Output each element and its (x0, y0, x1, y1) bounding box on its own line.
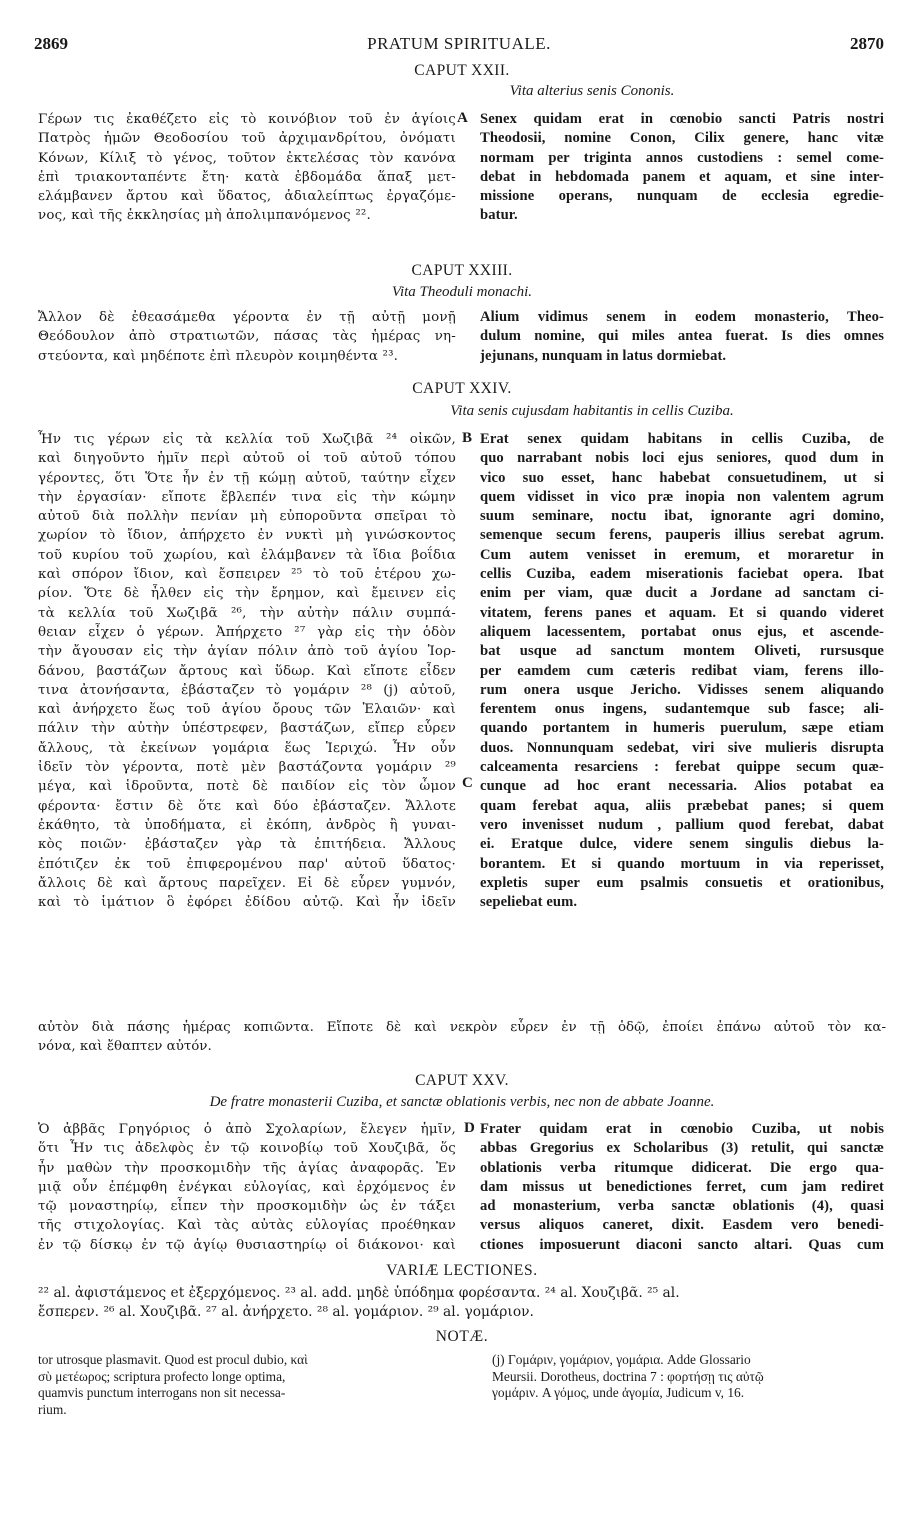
caput-subtitle: Vita Theoduli monachi. (391, 284, 533, 300)
text-line: νόνα, καὶ ἔθαπτεν αὐτόν. (38, 1039, 212, 1055)
text-line: vero invenisset nudum , pallium quod ferebat, dabat (480, 816, 884, 833)
text-line: αὐτοῦ διὰ πολλὴν πενίαν μὴ εὐποροῦντα σπεῖραι τὸ (38, 509, 456, 525)
notes-left-column (38, 1352, 456, 1418)
text-line: στεύοντα, καὶ μηδέποτε ἐπὶ πλευρὸν κοιμηθέντα ²³. (38, 348, 399, 364)
text-line: ad monasterium, verba sanctæ oblationis (4), quasi (480, 1198, 884, 1215)
text-line: δάνου, βαστάζων ἄρτους καὶ ὕδωρ. Καὶ εἴποτε εἶδεν (38, 663, 456, 679)
text-line: missione operans, nunquam de ecclesia egredie- (480, 188, 884, 205)
text-line: versus aliquos caneret, dixit. Easdem vero benedi- (480, 1217, 884, 1234)
text-line: κὸς ποιῶν· ἐβάσταζεν γὰρ τὰ ἐπιτήδεια. Ἄλλους (38, 837, 456, 853)
notae-heading: NOTÆ. (435, 1328, 489, 1345)
margin-marker: C (462, 775, 473, 791)
text-line: τὴν ἄγουσαν εἰς τὴν ἁγίαν πόλιν ἀπὸ τοῦ ἁγίου Ἰορ- (38, 644, 456, 660)
greek-column (38, 308, 456, 366)
variae-lectiones (38, 1284, 888, 1322)
caput-heading: CAPUT XXV. (415, 1072, 509, 1089)
text-line: ἐν τῷ δίσκῳ ἐν τῷ ἁγίῳ θυσιαστηρίῳ οἱ διάκονοι· καὶ (38, 1237, 456, 1253)
text-line: Cum autem venisset in eremum, et moraretur in (480, 546, 884, 563)
running-title: PRATUM SPIRITUALE. (367, 34, 551, 53)
text-line: vico suo esset, hanc habebat consuetudinem, ut si (480, 469, 884, 486)
text-line: bat usque ad sanctum montem Oliveti, rursusque (480, 643, 884, 660)
text-line: cellis Cuziba, eadem miserationis faciebat opera. Ibat (480, 566, 884, 583)
text-line: ἄλλοις δὲ καὶ ἄρτους παρεῖχεν. Εἰ δὲ εὗρεν γυμνόν, (38, 875, 456, 891)
text-line: quando portantem in humeris puerulum, sæpe etiam (480, 720, 884, 737)
text-line: oblationis verba ritumque didicerat. Die ergo qua- (480, 1159, 884, 1176)
text-line: χωρίον τὸ ἴδιον, ἀπήρχετο ἐν νυκτὶ μὴ γινώσκοντος (38, 528, 456, 544)
greek-column (38, 110, 456, 226)
text-line: ἐπότιζεν ἐκ τοῦ ἐπιφερομένου παρ' αὐτοῦ ὕδατος· (38, 856, 456, 872)
text-line: φέροντα· ἔστιν δὲ ὅτε καὶ δύο ἐβάσταζεν. Ἄλλοτε (38, 798, 456, 814)
text-line: ελάμβανεν ἄρτου καὶ ὕδατος, ἀδιαλείπτως ἐργαζόμε- (38, 189, 456, 205)
text-line: καὶ τὸ ἱμάτιον ὃ ἐφόρει ἐδίδου αὐτῷ. Καὶ ἦν ἰδεῖν (38, 895, 456, 911)
text-line: abbas Gregorius ex Scholaribus (3) retulit, qui sanctæ (480, 1140, 884, 1157)
text-line: ἦν μαθὼν τὴν προσκομιδὴν τῆς ἁγίας ἀναφορᾶς. Ἐν (38, 1160, 456, 1176)
text-line: Frater quidam erat in cœnobio Cuziba, ut nobis (480, 1121, 884, 1137)
text-line: Ἦν τις γέρων εἰς τὰ κελλία τοῦ Χωζιβᾶ ²⁴ οἰκῶν, (38, 432, 456, 447)
text-line: Πατρὸς ἡμῶν Θεοδοσίου τοῦ ἀρχιμανδρίτου, ὀνόματι (38, 131, 456, 147)
variae-lectiones-heading: VARIÆ LECTIONES. (386, 1262, 538, 1279)
text-line: borantem. Et si quando mortuum in via reperisset, (480, 855, 884, 872)
text-line: ἰδεῖν τὸν γέροντα, ποτὲ μὲν βαστάζοντα γομάριν ²⁹ (38, 760, 456, 776)
text-line: semenque secum ferens, pauperis illius serebat agrum. (480, 527, 884, 544)
margin-marker: B (462, 430, 473, 446)
text-line: γέροντες, ὅτι Ὅτε ἦν ἐν τῇ κώμῃ αὐτοῦ, ταύτην εἶχεν (38, 470, 456, 486)
text-line: rium. (38, 1401, 67, 1417)
text-line: Κόνων, Κίλιξ τὸ γένος, τοῦτον ἐκτελέσας τὸν κανόνα (38, 150, 456, 166)
text-line: tor utrosque plasmavit. Quod est procul dubio, καὶ (38, 1352, 308, 1367)
text-line: ἐκάθητο, τὰ ὑποδήματα, εἰ ἐκόπη, ἀνδρὸς ἢ γυναι- (38, 817, 456, 833)
margin-marker: A (457, 110, 468, 126)
text-line: Theodosii, nomine Conon, Cilix genere, hanc vitæ (480, 130, 884, 147)
caput-subtitle: Vita senis cujusdam habitantis in cellis Cuziba. (450, 403, 734, 419)
text-line: Meursii. Dorotheus, doctrina 7 : φορτήσῃ τις αὐτῷ (492, 1368, 764, 1384)
margin-marker: D (464, 1120, 475, 1136)
text-line: ἐπὶ τριακονταπέντε ἔτη· κατὰ ἑβδομάδα ἅπαξ μετ- (38, 169, 456, 185)
text-line: suum seminare, noctu ibat, ignorante agri domino, (480, 508, 884, 525)
text-line: batur. (480, 207, 518, 224)
text-line: θειαν εἶχεν ὁ γέρων. Ἀπήρχετο ²⁷ γὰρ εἰς τὴν ὁδὸν (38, 624, 456, 640)
text-line: νος, καὶ τῆς ἐκκλησίας μὴ ἀπολιμπανόμενος ²². (38, 208, 371, 224)
text-line: τινα ἀτονήσαντα, ἐβάσταζεν τὸ γομάριν ²⁸ (j) αὐτοῦ, (38, 682, 456, 698)
text-line: sepeliebat eum. (480, 894, 578, 911)
text-line: Ἄλλον δὲ ἐθεασάμεθα γέροντα ἐν τῇ αὐτῇ μονῇ (38, 310, 456, 325)
text-line: καὶ ἀνήρχετο ἕως τοῦ ἁγίου ὄρους τῶν Ἐλαιῶν· καὶ (38, 702, 456, 718)
text-line: σὺ μετέωρος; scriptura profecto longe optima, (38, 1368, 286, 1384)
page-number-left: 2869 (34, 34, 68, 53)
text-line: τὴν ἐργασίαν· εἴποτε ἔβλεπέν τινα εἰς τὴν κώμην (38, 489, 456, 505)
text-line: αὐτὸν διὰ πάσης ἡμέρας κοπιῶντα. Εἴποτε δὲ καὶ νεκρὸν εὗρεν ἐν τῇ ὁδῷ, ἐποίει ἐπάνω αὐτοῦ τὸν κα- (38, 1020, 886, 1035)
text-line: τὰ κελλία τοῦ Χωζιβᾶ ²⁶, τὴν αὐτὴν πάλιν συμπά- (38, 605, 456, 621)
text-line: Erat senex quidam habitans in cellis Cuziba, de (480, 431, 884, 447)
text-line: vitatem, ferens panes et aquam. Et si quando videret (480, 604, 884, 621)
text-line: quo narrabant nobis loci ejus seniores, quod dum in (480, 450, 884, 467)
text-line: (j) Γομάριν, γομάριον, γομάρια. Adde Glossario (492, 1352, 751, 1367)
text-line: ρίον. Ὅτε δὲ ἦλθεν εἰς τὴν ἔρημον, καὶ ἔμεινεν εἰς (38, 586, 456, 602)
text-line: ἔσπερεν. ²⁶ al. Χουζιβᾶ. ²⁷ al. ἀνήρχετο. ²⁸ al. γομάριον. ²⁹ al. γομάριον. (38, 1304, 534, 1320)
page-number-right: 2870 (850, 34, 884, 53)
text-line: ὅτι Ἦν τις ἀδελφὸς ἐν τῷ κοινοβίῳ τοῦ Χουζιβᾶ, ὅς (38, 1141, 456, 1157)
text-line: dam missus ut benedictiones ferret, cum jam rediret (480, 1178, 884, 1195)
latin-column (480, 430, 884, 912)
text-line: aliquem lacessentem, portabat onus ejus, et ascende- (480, 623, 884, 640)
text-line: Senex quidam erat in cœnobio sancti Patris nostri (480, 111, 884, 127)
text-line: dulum nomine, qui miles antea fuerat. Is dies omnes (480, 328, 884, 345)
text-line: μέγα, καὶ ἱδροῦντα, ποτὲ δὲ παιδίον εἰς τὸν ὦμον (38, 779, 456, 795)
greek-column (38, 1120, 456, 1255)
text-line: Γέρων τις ἐκαθέζετο εἰς τὸ κοινόβιον τοῦ ἐν ἁγίοις (38, 112, 456, 127)
text-line: enim per viam, quæ ducit a Jordane ad sanctam ci- (480, 585, 884, 602)
greek-column (38, 430, 456, 912)
text-line: jejunans, nunquam in latus dormiebat. (480, 347, 727, 364)
text-line: per eamdem cum cæteris redibat viam, ferens illo- (480, 662, 884, 679)
text-line: μιᾷ οὖν ἐπέμφθη ἐνέγκαι εὐλογίας, καὶ ἐρχόμενος ἐν (38, 1179, 456, 1195)
caput-subtitle: De fratre monasterii Cuziba, et sanctæ oblationis verbis, nec non de abbate Joanne. (209, 1094, 715, 1110)
text-line: quamvis punctum interrogans non sit necessa- (38, 1385, 286, 1400)
text-line: ferentem onus ingens, sudantemque sub fasce; ali- (480, 701, 884, 718)
latin-column (480, 110, 884, 226)
text-line: ²² al. ἀφιστάμενος et ἐξερχόμενος. ²³ al. add. μηδὲ ὑπόδημα φορέσαντα. ²⁴ al. Χουζιβᾶ. ²⁵ al. (38, 1285, 680, 1301)
text-line: Alium vidimus senem in eodem monasterio, Theo- (480, 309, 884, 325)
text-line: τῆς στιχολογίας. Καὶ τὰς αὐτὰς εὐλογίας προέθηκαν (38, 1218, 456, 1234)
text-line: ei. Eratque dulce, videre senem singulis diebus la- (480, 836, 884, 853)
text-line: calceamenta resarciens : ferebat quippe secum quæ- (480, 759, 884, 776)
text-line: debat in hebdomada panem et aquam, et sine inter- (480, 168, 884, 185)
text-line: expletis super eum psalmis consuetis et orationibus, (480, 874, 884, 891)
text-line: quem vidisset in vico præ inopia non valentem agrum (480, 488, 884, 505)
latin-column (480, 1120, 884, 1255)
text-line: duos. Nonnunquam sedebat, viri sive mulieris disrupta (480, 739, 884, 756)
text-line: rum onera usque Jericho. Vidisses senem aliquando (480, 681, 884, 698)
text-line: τοῦ κυρίου τοῦ χωρίου, καὶ ἐλάμβανεν τὰ ἴδια βοΐδια (38, 547, 456, 563)
text-line: πάλιν τὴν αὐτὴν ὑπέστρεφεν, βαστάζων, εἴπερ εὗρεν (38, 721, 456, 737)
caput-heading: CAPUT XXII. (414, 62, 510, 79)
text-line: καὶ σπόρον ἴδιον, καὶ ἔσπειρεν ²⁵ τὸ τοῦ ἑτέρου χω- (38, 567, 456, 583)
text-line: Θεόδουλον ἀπὸ στρατιωτῶν, πάσας τὰς ἡμέρας νη- (38, 329, 456, 345)
caput-heading: CAPUT XXIV. (412, 380, 512, 397)
caput-subtitle: Vita alterius senis Cononis. (509, 83, 675, 99)
latin-column (480, 308, 884, 366)
full-width-greek (38, 1018, 886, 1057)
text-line: quam ferebat aqua, aliis præbebat panes; si quem (480, 797, 884, 814)
running-header (34, 34, 884, 56)
text-line: Ὁ ἀββᾶς Γρηγόριος ὁ ἀπὸ Σχολαρίων, ἔλεγεν ἡμῖν, (38, 1122, 456, 1137)
text-line: τῷ μοναστηρίῳ, εἶπεν τὴν προσκομιδὴν ὡς ἐν τάξει (38, 1199, 456, 1215)
notes-right-column (492, 1352, 892, 1402)
text-line: ctiones imposuerunt diaconi sancto altari. Quas cum (480, 1236, 884, 1253)
text-line: cunque ad hoc erant necessaria. Alios potabat ea (480, 778, 884, 795)
caput-heading: CAPUT XXIII. (411, 262, 513, 279)
text-line: γομάριν. A γόμος, unde ἀγομία, Judicum v, 16. (492, 1385, 745, 1400)
text-line: ἄλλους, τὰ ἐκείνων γομάρια ἕως Ἱεριχώ. Ἦν οὖν (38, 740, 456, 756)
text-line: καὶ διηγοῦντο ἡμῖν περὶ αὐτοῦ οἱ τοῦ αὐτοῦ τόπου (38, 451, 456, 467)
text-line: normam per triginta annos custodiens : semel come- (480, 149, 884, 166)
